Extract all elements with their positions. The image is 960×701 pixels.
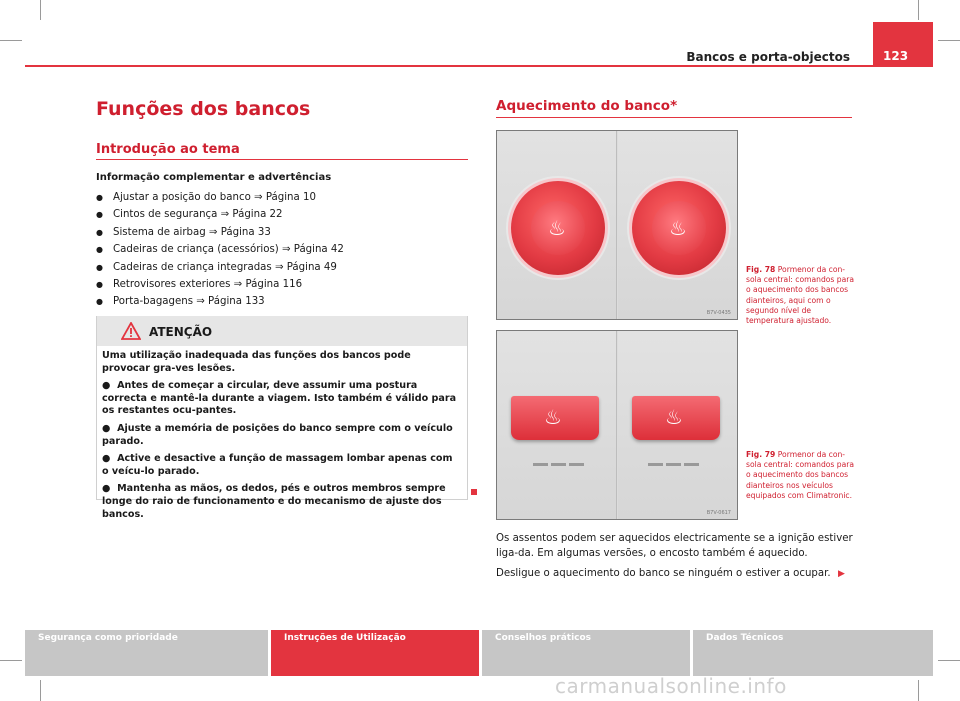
crop-mark [0,660,22,661]
crop-mark [938,660,960,661]
crop-mark [938,40,960,41]
body-paragraph: Desligue o aquecimento do banco se ninguém o estiver a ocupar. [496,568,831,579]
figure-panel [497,331,617,520]
seat-heat-knob-left [511,181,605,275]
footer-tab-technical-data[interactable]: Dados Técnicos [693,630,933,676]
figure-panel [618,331,738,520]
watermark: carmanualsonline.info [555,674,787,698]
section-end-mark [471,489,477,495]
warning-intro: Uma utilização inadequada das funções dos bancos pode provocar gra-ves lesões. [102,350,411,374]
reference-link[interactable]: ● Cadeiras de criança integradas ⇒ Página 49 [96,261,466,278]
warning-title: ATENÇÃO [149,325,213,339]
header-rule [25,65,933,67]
reference-list [96,191,466,313]
figure-78-caption: Fig. 78 Pormenor da con-sola central: comandos para o aquecimento dos bancos dianteiros, aqui com o segundo nível de temperatura ajustado. [746,265,855,326]
footer-tab-safety[interactable]: Segurança como prioridade [25,630,268,676]
section-subtitle: Introdução ao tema [96,142,240,157]
figure-panel [618,131,738,320]
heat-level-leds [533,451,587,455]
warning-item: ● Mantenha as mãos, os dedos, pés e outros membros sempre longe do raio de funcionamento e do mecanismo de ajuste dos bancos. [102,483,446,520]
seat-heat-button-left [511,396,599,440]
info-title: Informação complementar e advertências [96,172,332,183]
heated-seat-icon: ♨ [544,405,562,429]
crop-mark [40,0,41,20]
warning-body [97,346,467,521]
figure-78 [496,130,738,320]
warning-item: ● Ajuste a memória de posições do banco sempre com o veículo parado. [102,422,453,447]
figure-79-caption: Fig. 79 Pormenor da con-sola central: comandos para o aquecimento dos bancos dianteiros nos veículos equipados com Climatronic. [746,450,855,500]
warning-header [97,316,467,346]
figure-panel [497,131,617,320]
running-title: Bancos e porta-objectos [686,50,850,64]
heated-seat-icon: ♨ [665,405,683,429]
reference-link[interactable]: ● Cadeiras de criança (acessórios) ⇒ Página 42 [96,243,466,260]
seat-heat-knob-right [632,181,726,275]
crop-mark [918,680,919,701]
footer-tab-instructions[interactable]: Instruções de Utilização [271,630,479,676]
reference-link[interactable]: ● Cintos de segurança ⇒ Página 22 [96,208,466,225]
seat-heat-button-right [632,396,720,440]
warning-item: ● Antes de começar a circular, deve assumir uma postura correcta e mantê-la durante a viagem. Isto também é válido para os restantes ocu-pantes. [102,380,457,417]
crop-mark [918,0,919,20]
heat-level-leds [648,451,702,455]
heated-seat-icon: ♨ [548,216,566,240]
warning-box [96,316,468,520]
reference-link[interactable]: ● Retrovisores exteriores ⇒ Página 116 [96,278,466,295]
crop-mark [40,680,41,701]
reference-link[interactable]: ● Porta-bagagens ⇒ Página 133 [96,295,466,312]
figure-code: B7V-0435 [706,310,731,316]
footer-tab-tips[interactable]: Conselhos práticos [482,630,690,676]
page-number: 123 [873,22,933,67]
body-paragraph: Os assentos podem ser aquecidos electricamente se a ignição estiver liga-da. Em algumas versões, o encosto também é aquecido. [496,533,853,559]
section-title: Aquecimento do banco* [496,98,678,114]
subtitle-rule [96,159,468,160]
warning-item: ● Active e desactive a função de massagem lombar apenas com o veícu-lo parado. [102,453,453,477]
reference-link[interactable]: ● Ajustar a posição do banco ⇒ Página 10 [96,191,466,208]
reference-link[interactable]: ● Sistema de airbag ⇒ Página 33 [96,226,466,243]
chapter-title: Funções dos bancos [96,98,311,120]
section-rule [496,117,852,118]
figure-code: B7V-0617 [706,510,731,516]
figure-79 [496,330,738,520]
crop-mark [0,40,22,41]
heated-seat-icon: ♨ [669,216,687,240]
warning-triangle-icon [121,322,141,340]
continue-arrow-icon: ▶ [838,569,845,579]
